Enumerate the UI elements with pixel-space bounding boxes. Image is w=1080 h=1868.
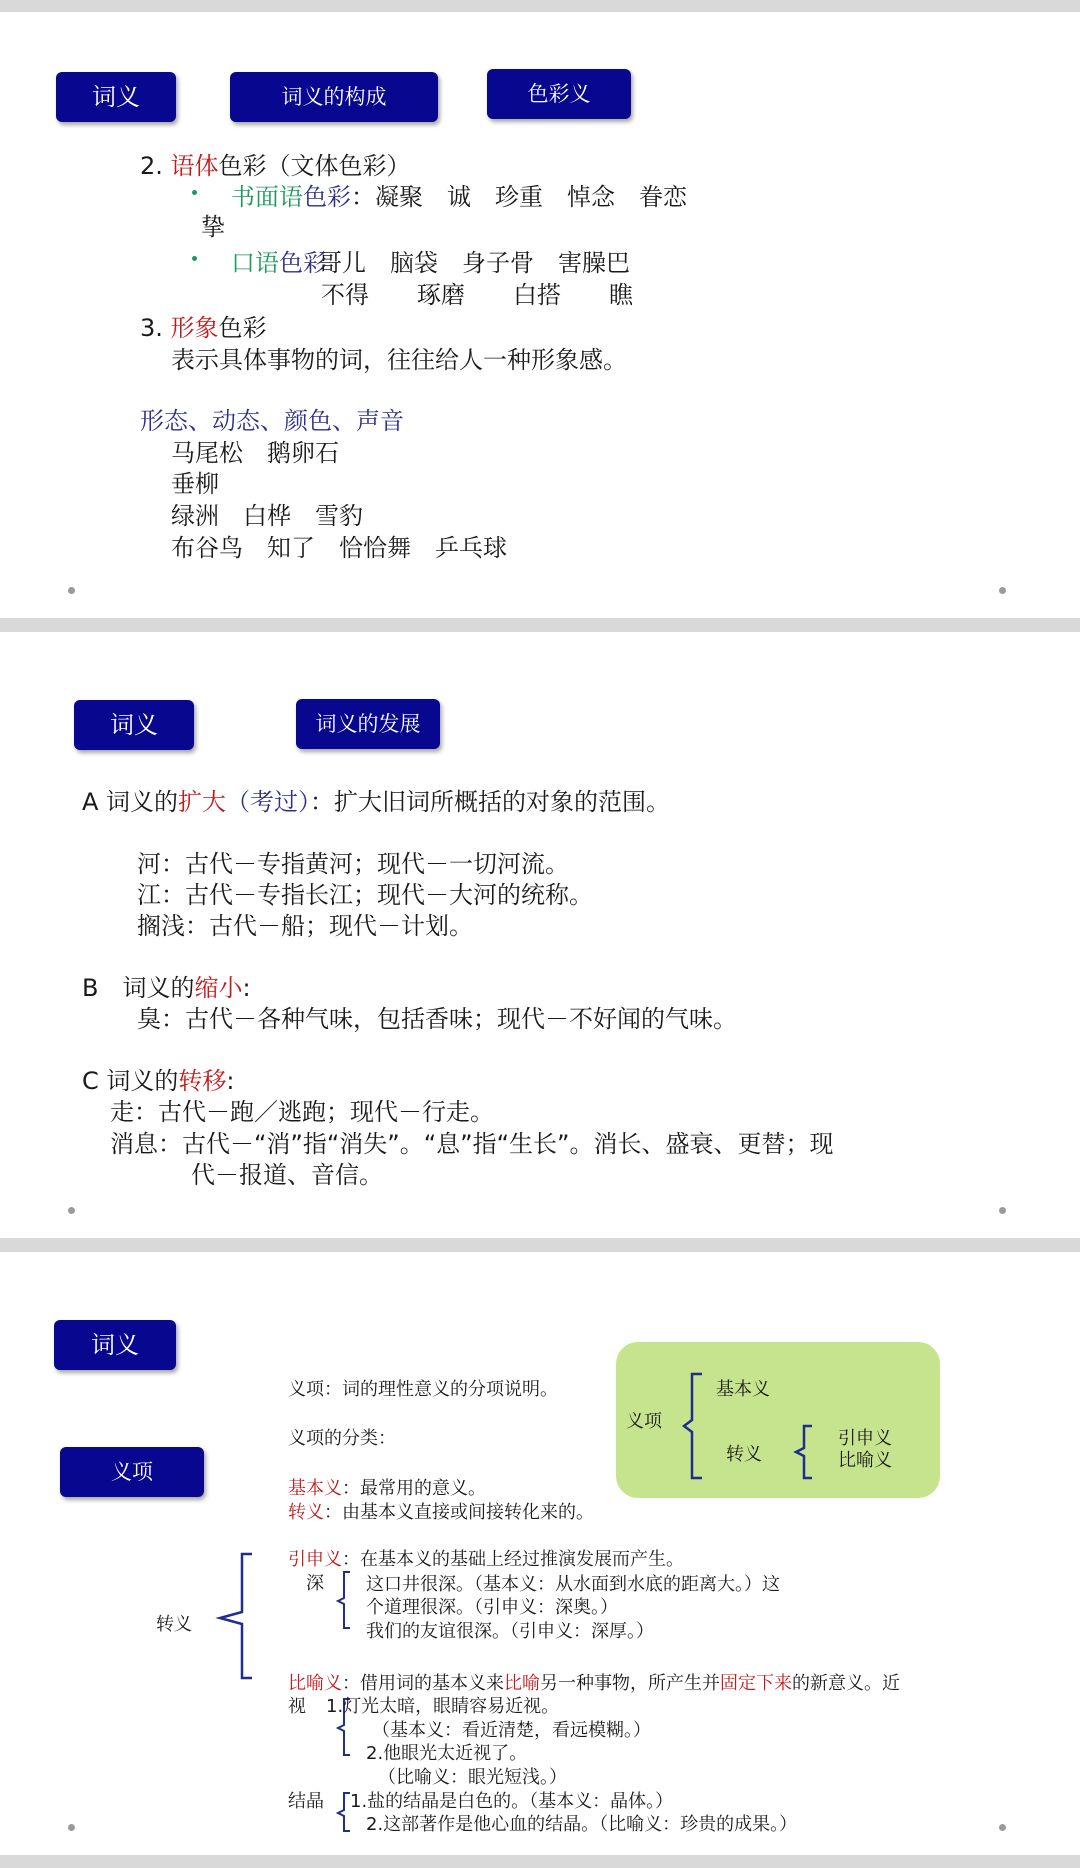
- ciyi-button[interactable]: 词义: [56, 72, 176, 122]
- corner-dot-right: [999, 1824, 1006, 1831]
- corner-dot-left: [68, 1207, 75, 1214]
- yixiang-definition: 义项：词的理性意义的分项说明。: [288, 1379, 558, 1400]
- diagram-biyu: 比喻义: [838, 1450, 892, 1471]
- shen-example-2: 个道理很深。（引申义：深奥。）: [366, 1597, 618, 1618]
- example-4: 布谷鸟 知了 恰恰舞 乒乓球: [171, 534, 507, 562]
- biyu-definition: 比喻义：借用词的基本义来比喻另一种事物，所产生并固定下来的新意义。近: [288, 1673, 900, 1694]
- heading-yuti: 2. 语体色彩（文体色彩）: [140, 152, 411, 180]
- ciyi-button[interactable]: 词义: [54, 1320, 176, 1370]
- shen-bracket: [336, 1570, 356, 1632]
- categories: 形态、动态、颜色、声音: [140, 407, 404, 435]
- jinshi-word: 视: [288, 1696, 306, 1717]
- shumian-line: 书面语色彩：凝聚 诚 珍重 悼念 眷恋: [231, 183, 687, 211]
- slide-word-development: [0, 632, 1080, 1238]
- goucheng-button[interactable]: 词义的构成: [230, 72, 438, 122]
- example-3: 绿洲 白桦 雪豹: [171, 502, 363, 530]
- diagram-zhuan: 转义: [726, 1444, 762, 1465]
- zhuan-definition: 转义：由基本义直接或间接转化来的。: [288, 1502, 594, 1523]
- kouyu-label: 口语色彩: [231, 249, 327, 277]
- shift-example-3: 代－报道、音信。: [191, 1161, 383, 1189]
- diagram-root: 义项: [626, 1411, 662, 1432]
- heading-xingxiang: 3. 形象色彩: [140, 314, 267, 342]
- jinshi-example-2: （基本义：看近清楚，看远模糊。）: [372, 1720, 651, 1741]
- shrink-example: 臭：古代－各种气味，包括香味；现代－不好闻的气味。: [137, 1005, 737, 1033]
- zhuanyi-bracket: [216, 1552, 260, 1682]
- jiejing-example-2: 2.这部著作是他心血的结晶。（比喻义：珍贵的成果。）: [366, 1814, 798, 1835]
- shen-word: 深: [306, 1573, 324, 1594]
- jiejing-word: 结晶: [288, 1791, 324, 1812]
- jinshi-example-3: 2.他眼光太近视了。: [366, 1743, 528, 1764]
- example-2: 垂柳: [171, 470, 219, 498]
- xingxiang-desc: 表示具体事物的词，往往给人一种形象感。: [171, 346, 627, 374]
- shrink-heading: B 词义的缩小:: [82, 974, 251, 1002]
- diagram-bracket-1: [680, 1372, 710, 1482]
- fazhan-button[interactable]: 词义的发展: [296, 699, 440, 749]
- shift-example-1: 走：古代－跑／逃跑；现代－行走。: [110, 1098, 494, 1126]
- bullet-kouyu: [192, 256, 197, 261]
- shift-example-2: 消息：古代－“消”指“消失”。“息”指“生长”。消长、盛衰、更替；现: [110, 1130, 834, 1158]
- shen-example-3: 我们的友谊很深。（引申义：深厚。）: [366, 1621, 654, 1642]
- shift-heading: C 词义的转移:: [82, 1067, 235, 1095]
- jinshi-example-1: 1.灯光太暗，眼睛容易近视。: [326, 1696, 560, 1717]
- diagram-yinshen: 引申义: [838, 1428, 892, 1449]
- kouyu-line1: 哥儿 脑袋 身子骨 害臊巴: [318, 249, 630, 277]
- corner-dot-right: [999, 1207, 1006, 1214]
- ciyi-button[interactable]: 词义: [74, 700, 194, 750]
- jiejing-example-1: 1.盐的结晶是白色的。（基本义：晶体。）: [350, 1791, 674, 1812]
- slide-word-color: [0, 12, 1080, 618]
- expand-example-3: 搁浅：古代－船；现代－计划。: [137, 912, 473, 940]
- sense-diagram: [616, 1342, 940, 1498]
- zhuanyi-label: 转义: [156, 1614, 192, 1635]
- corner-dot-left: [68, 1824, 75, 1831]
- jiben-definition: 基本义：最常用的意义。: [288, 1478, 486, 1499]
- example-1: 马尾松 鹅卵石: [171, 439, 339, 467]
- expand-example-1: 河：古代－专指黄河；现代－一切河流。: [137, 850, 569, 878]
- bullet-shumian: [192, 190, 197, 195]
- diagram-jiben: 基本义: [716, 1379, 770, 1400]
- yinshen-definition: 引申义：在基本义的基础上经过推演发展而产生。: [288, 1549, 684, 1570]
- shen-example-1: 这口井很深。（基本义：从水面到水底的距离大。）这: [366, 1574, 780, 1595]
- secai-button[interactable]: 色彩义: [487, 69, 631, 119]
- yixiang-classification: 义项的分类：: [288, 1428, 396, 1449]
- corner-dot-right: [999, 587, 1006, 594]
- jinshi-example-4: （比喻义：眼光短浅。）: [378, 1767, 567, 1788]
- slide-word-senses: [0, 1252, 1080, 1855]
- kouyu-line2: 不得 琢磨 白搭 瞧: [321, 281, 633, 309]
- expand-heading: A 词义的扩大（考过）：扩大旧词所概括的对象的范围。: [82, 788, 671, 816]
- diagram-bracket-2: [790, 1424, 820, 1484]
- yixiang-button[interactable]: 义项: [60, 1447, 204, 1497]
- shumian-cont: 挚: [201, 213, 225, 241]
- corner-dot-left: [68, 587, 75, 594]
- expand-example-2: 江：古代－专指长江；现代－大河的统称。: [137, 881, 593, 909]
